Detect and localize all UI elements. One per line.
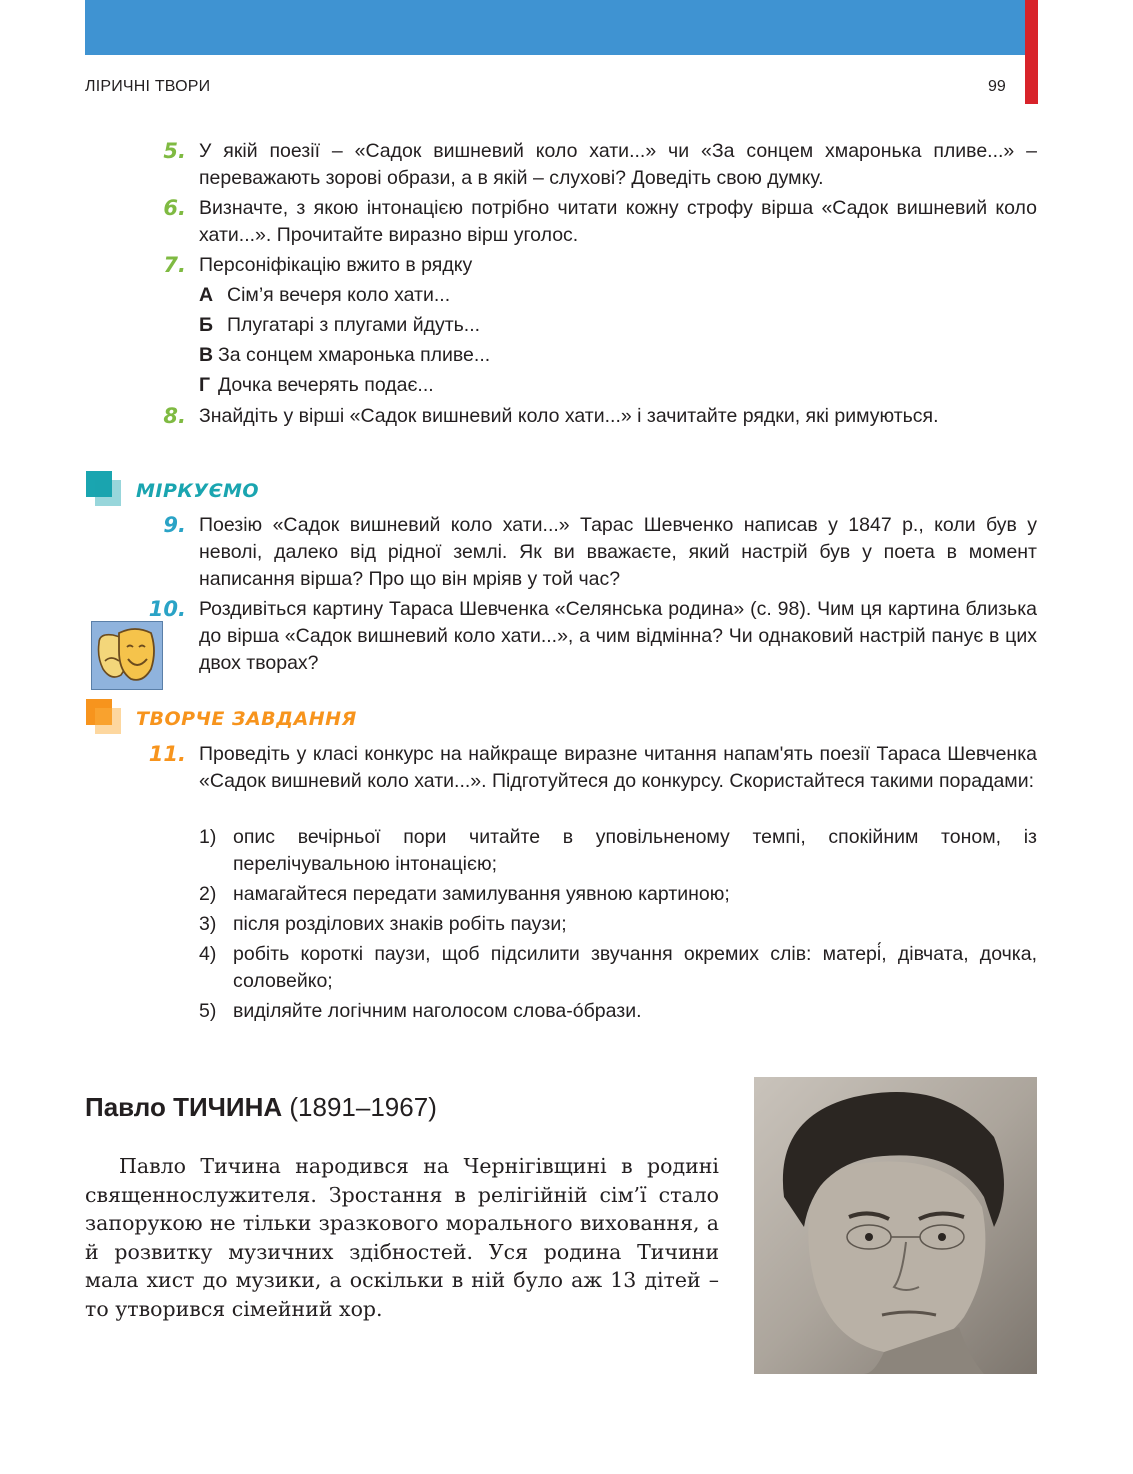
tip-text: робіть короткі паузи, щоб підсилити звучання окремих слів: матері́, дівчата, дочка, соловейко;: [233, 943, 1037, 992]
question-text: Визначте, з якою інтонацією потрібно читати кожну строфу вірша «Садок вишневий коло хати...». Прочитайте виразно вірш уголос.: [199, 197, 1037, 246]
question-text: Поезію «Садок вишневий коло хати...» Тарас Шевченко написав у 1847 р., коли був у неволі, далеко від рідної землі. Як ви вважаєте, який настрій був у поета в момент написання вірша? Про що він мріяв у той час?: [199, 514, 1037, 590]
tip-item: [199, 941, 1037, 995]
question-text: Проведіть у класі конкурс на найкраще виразне читання напам'ять поезії Тараса Шевченка «Садок вишневий коло хати...». Підготуйтеся до конкурсу. Скористайтеся такими порадами:: [199, 743, 1037, 792]
tip-item: [199, 998, 1037, 1025]
section-title-creative: ТВОРЧЕ ЗАВДАННЯ: [136, 708, 357, 730]
answer-option-a: [199, 282, 450, 309]
option-letter: В: [199, 344, 214, 366]
question-number: 6.: [163, 196, 186, 220]
theatre-masks-icon: [91, 621, 163, 690]
tip-number: 4): [199, 943, 217, 965]
tip-text: виділяйте логічним наголосом слова-óбрази.: [233, 1000, 642, 1022]
running-header-title: ЛІРИЧНІ ТВОРИ: [85, 78, 211, 95]
question-number: 7.: [163, 253, 186, 277]
tip-text: після розділових знаків робіть паузи;: [233, 913, 567, 935]
option-text: Плугатарі з плугами йдуть...: [227, 314, 481, 336]
answer-option-v: [199, 342, 490, 369]
bio-text: Павло Тичина народився на Чернігівщині в родині священнослужителя. Зростання в релігійній сім’ї стало запорукою не тільки зразкового морального виховання, а й розвитку музичних здібностей. Уся родина Тичини мала хист до музики, а оскільки в ній було аж 13 дітей – то утворився сімейний хор.: [85, 1154, 719, 1321]
option-text: Сім’я вечеря коло хати...: [227, 284, 451, 306]
question-number: 8.: [163, 404, 186, 428]
bio-years: (1891–1967): [289, 1092, 437, 1122]
section-square-shadow-icon: [95, 480, 121, 506]
option-letter: Б: [199, 314, 214, 336]
bio-heading: [85, 1092, 437, 1123]
option-letter: А: [199, 284, 214, 306]
bookmark-red-bar: [1025, 0, 1038, 104]
portrait-photo: [754, 1077, 1037, 1374]
question-number: 11.: [148, 742, 186, 766]
tip-number: 3): [199, 913, 217, 935]
tip-number: 5): [199, 1000, 217, 1022]
tip-item: [199, 824, 1037, 878]
section-square-shadow-icon: [95, 708, 121, 734]
option-letter: Г: [199, 374, 211, 396]
top-color-bar: [85, 0, 1025, 55]
option-text: Дочка вечерять подає...: [218, 374, 434, 396]
portrait-sketch-icon: [754, 1077, 1037, 1374]
question-text: Роздивіться картину Тараса Шевченка «Селянська родина» (с. 98). Чим ця картина близька до вірша «Садок вишневий коло хати...», а чим відмінна? Чи однаковий настрій панує в цих двох творах?: [199, 598, 1037, 674]
section-title-think: МІРКУЄМО: [136, 480, 260, 502]
tip-text: опис вечірньої пори читайте в уповільненому темпі, спокійним тоном, із перелічувальною інтонацією;: [233, 826, 1037, 875]
question-text: У якій поезії – «Садок вишневий коло хати...» чи «За сонцем хмаронька пливе...» – переважають зорові образи, а в якій – слухові? Доведіть свою думку.: [199, 140, 1037, 189]
page-number: 99: [988, 78, 1006, 95]
bio-name: Павло ТИЧИНА: [85, 1092, 283, 1122]
question-text: Знайдіть у вірші «Садок вишневий коло хати...» і зачитайте рядки, які римуються.: [199, 405, 939, 427]
question-number: 9.: [163, 513, 186, 537]
tip-item: [199, 911, 1037, 938]
tip-number: 2): [199, 883, 217, 905]
answer-option-b: [199, 312, 480, 339]
tip-item: [199, 881, 1037, 908]
question-text: Персоніфікацію вжито в рядку: [199, 254, 473, 276]
question-number: 5.: [163, 139, 186, 163]
option-text: За сонцем хмаронька пливе...: [218, 344, 491, 366]
answer-option-h: [199, 372, 434, 399]
tip-text: намагайтеся передати замилування уявною картиною;: [233, 883, 730, 905]
question-number: 10.: [148, 597, 186, 621]
tip-number: 1): [199, 826, 217, 848]
